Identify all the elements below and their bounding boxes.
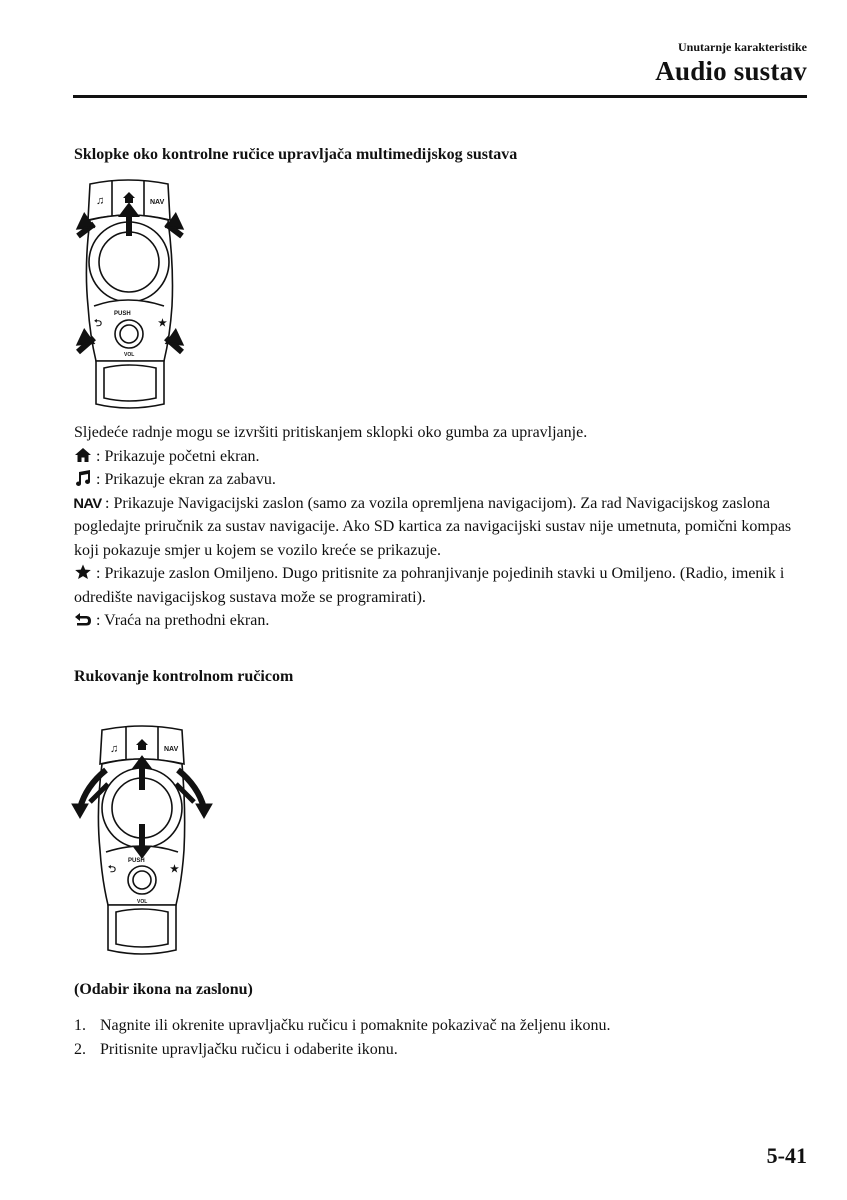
vol-label-2: VOL [137,899,148,905]
step-text: Nagnite ili okrenite upravljačku ručicu i pomaknite pokazivač na željenu ikonu. [100,1017,611,1034]
section-heading-switches: Sklopke oko kontrolne ručice upravljača multimedijskog sustava [74,146,518,163]
push-label-2: PUSH [128,858,145,864]
back-item [74,609,814,633]
music-icon: ♫ [96,195,105,207]
home-icon [74,447,92,463]
nav-item [74,492,814,563]
favorites-item [74,562,814,609]
svg-text:⮌: ⮌ [94,318,103,329]
nav-icon: NAV [73,494,102,511]
step-text: Pritisnite upravljačku ručicu i odaberite ikonu. [100,1041,398,1058]
push-label: PUSH [114,311,131,317]
back-icon [74,611,92,627]
star-icon [74,564,92,580]
header-divider [73,95,807,98]
list-item [74,1038,814,1062]
music-item-text: : Prikazuje ekran za zabavu. [96,471,276,488]
music-icon [74,470,92,486]
nav-label-2: NAV [164,746,179,753]
running-header-section: Unutarnje karakteristike [678,40,807,54]
svg-text:♫: ♫ [110,743,119,755]
svg-text:⮌: ⮌ [108,864,117,875]
music-item [74,468,814,492]
page-number: 5-41 [766,1143,807,1168]
subheading-icon-selection: (Odabir ikona na zaslonu) [74,981,253,998]
list-item [74,1014,814,1038]
page-title: Audio sustav [655,56,807,86]
back-item-text: : Vraća na prethodni ekran. [96,612,270,629]
commander-switches-figure [68,176,192,412]
favorites-item-text: : Prikazuje zaslon Omiljeno. Dugo pritisnite za pohranjivanje pojedinih stavki u Omiljeno. (Radio, imenik i odredište navigacijskog sustava može se programirati). [74,565,785,606]
switches-intro: Sljedeće radnje mogu se izvršiti pritiskanjem sklopki oko gumba za upravljanje. [74,424,588,441]
step-number: 1. [74,1017,86,1034]
switches-description [74,421,814,633]
svg-text:★: ★ [170,864,179,875]
steps-list [74,1014,814,1062]
section-heading-operation: Rukovanje kontrolnom ručicom [74,668,294,685]
nav-item-text: : Prikazuje Navigacijski zaslon (samo za vozila opremljena navigacijom). Za rad Navigacijskog zaslona pogledajte priručnik za sustav navigacije. Ako SD kartica za navigacijski sustav nije umetnuta, pomični kompas koji pokazuje smjer u kojem se vozilo kreće se prikazuje. [74,494,792,559]
commander-operation-figure [70,720,216,958]
step-number: 2. [74,1041,86,1058]
nav-label: NAV [150,199,165,206]
svg-text:★: ★ [158,318,167,329]
home-item-text: : Prikazuje početni ekran. [96,447,260,465]
home-item [74,445,814,469]
vol-label: VOL [124,352,135,358]
